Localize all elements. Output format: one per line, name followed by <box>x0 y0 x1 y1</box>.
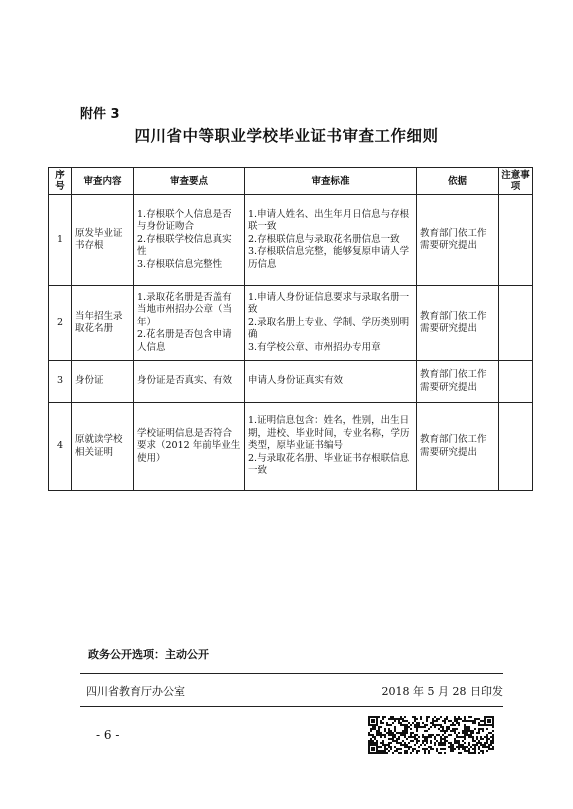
table-header-row <box>49 168 533 195</box>
row-standards: 申请人身份证真实有效 <box>245 361 417 403</box>
row-basis: 教育部门依工作需要研究提出 <box>417 195 499 286</box>
row-number: 1 <box>49 195 72 286</box>
row-number: 4 <box>49 403 72 491</box>
header-basis: 依据 <box>417 168 499 195</box>
review-rules-table <box>48 167 533 491</box>
row-basis: 教育部门依工作需要研究提出 <box>417 286 499 361</box>
row-number: 2 <box>49 286 72 361</box>
row-basis: 教育部门依工作需要研究提出 <box>417 361 499 403</box>
attachment-label: 附件 3 <box>80 107 120 122</box>
row-points: 1.存根联个人信息是否与身份证吻合 2.存根联学校信息真实性 3.存根联信息完整性 <box>134 195 245 286</box>
row-points: 学校证明信息是否符合要求（2012 年前毕业生使用） <box>134 403 245 491</box>
print-date: 2018 年 5 月 28 日印发 <box>381 685 503 698</box>
barcode-icon <box>368 716 494 754</box>
header-notes: 注意事项 <box>499 168 533 195</box>
row-standards: 1.申请人姓名、出生年月日信息与存根联一致 2.存根联信息与录取花名册信息一致 3.存根联信息完整，能够复原申请人学历信息 <box>245 195 417 286</box>
issuing-office: 四川省教育厅办公室 <box>86 685 185 698</box>
page-number: - 6 - <box>96 728 120 742</box>
row-notes <box>499 286 533 361</box>
disclosure-option: 政务公开选项：主动公开 <box>88 648 209 661</box>
header-points: 审查要点 <box>134 168 245 195</box>
row-item: 原就读学校相关证明 <box>72 403 134 491</box>
row-basis: 教育部门依工作需要研究提出 <box>417 403 499 491</box>
row-notes <box>499 361 533 403</box>
row-standards: 1.申请人身份证信息要求与录取名册一致 2.录取名册上专业、学制、学历类别明确 3.有学校公章、市州招办专用章 <box>245 286 417 361</box>
row-notes <box>499 403 533 491</box>
footer-top-rule <box>80 673 503 674</box>
table-row <box>49 403 533 491</box>
table-row <box>49 361 533 403</box>
footer-bottom-rule <box>80 706 503 707</box>
row-item: 当年招生录取花名册 <box>72 286 134 361</box>
row-item: 原发毕业证书存根 <box>72 195 134 286</box>
table-row <box>49 195 533 286</box>
header-item: 审查内容 <box>72 168 134 195</box>
row-points: 身份证是否真实、有效 <box>134 361 245 403</box>
row-number: 3 <box>49 361 72 403</box>
row-notes <box>499 195 533 286</box>
header-standards: 审查标准 <box>245 168 417 195</box>
table-row <box>49 286 533 361</box>
header-no: 序号 <box>49 168 72 195</box>
row-standards: 1.证明信息包含：姓名，性别，出生日期，进校、毕业时间，专业名称，学历类型，原毕业证书编号 2.与录取花名册、毕业证书存根联信息一致 <box>245 403 417 491</box>
row-item: 身份证 <box>72 361 134 403</box>
row-points: 1.录取花名册是否盖有当地市州招办公章（当年） 2.花名册是否包含申请人信息 <box>134 286 245 361</box>
document-title: 四川省中等职业学校毕业证书审查工作细则 <box>134 126 439 145</box>
